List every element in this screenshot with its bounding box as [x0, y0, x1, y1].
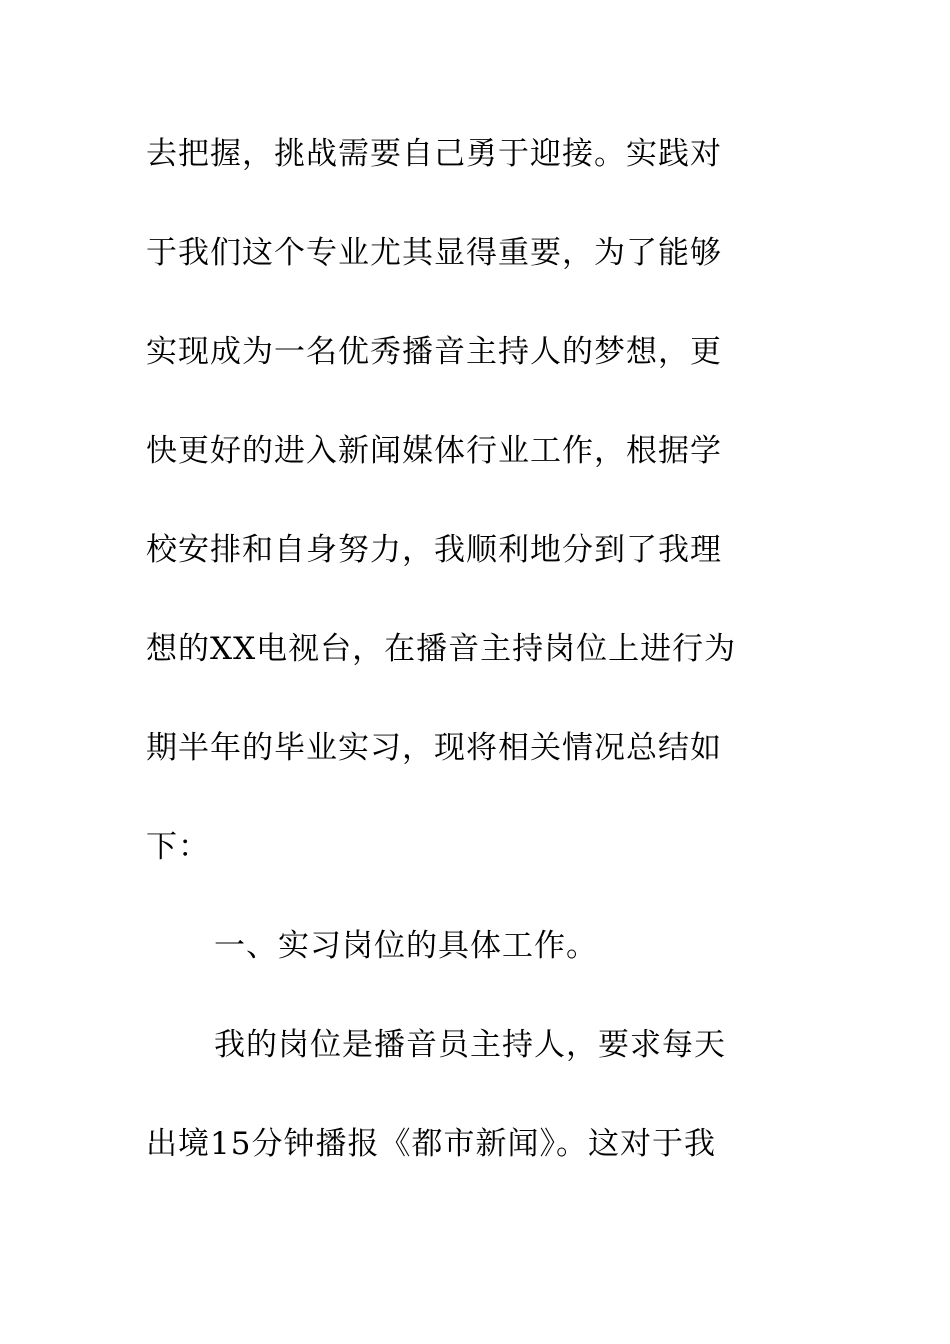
text-line-1: 去把握，挑战需要自己勇于迎接。实践对: [146, 136, 722, 172]
text-line-6: 想的XX电视台，在播音主持岗位上进行为: [146, 631, 737, 667]
section-heading: 一、实习岗位的具体工作。: [214, 928, 598, 964]
text-line-4: 快更好的进入新闻媒体行业工作，根据学: [146, 433, 722, 469]
text-line-2: 于我们这个专业尤其显得重要，为了能够: [146, 235, 722, 271]
text-line-7: 期半年的毕业实习，现将相关情况总结如: [146, 730, 722, 766]
text-line-11: 出境15分钟播报《都市新闻》。这对于我: [146, 1126, 716, 1162]
text-line-8: 下：: [146, 829, 210, 865]
text-line-3: 实现成为一名优秀播音主持人的梦想，更: [146, 334, 722, 370]
text-line-10: 我的岗位是播音员主持人，要求每天: [214, 1027, 726, 1063]
text-line-5: 校安排和自身努力，我顺利地分到了我理: [146, 532, 722, 568]
